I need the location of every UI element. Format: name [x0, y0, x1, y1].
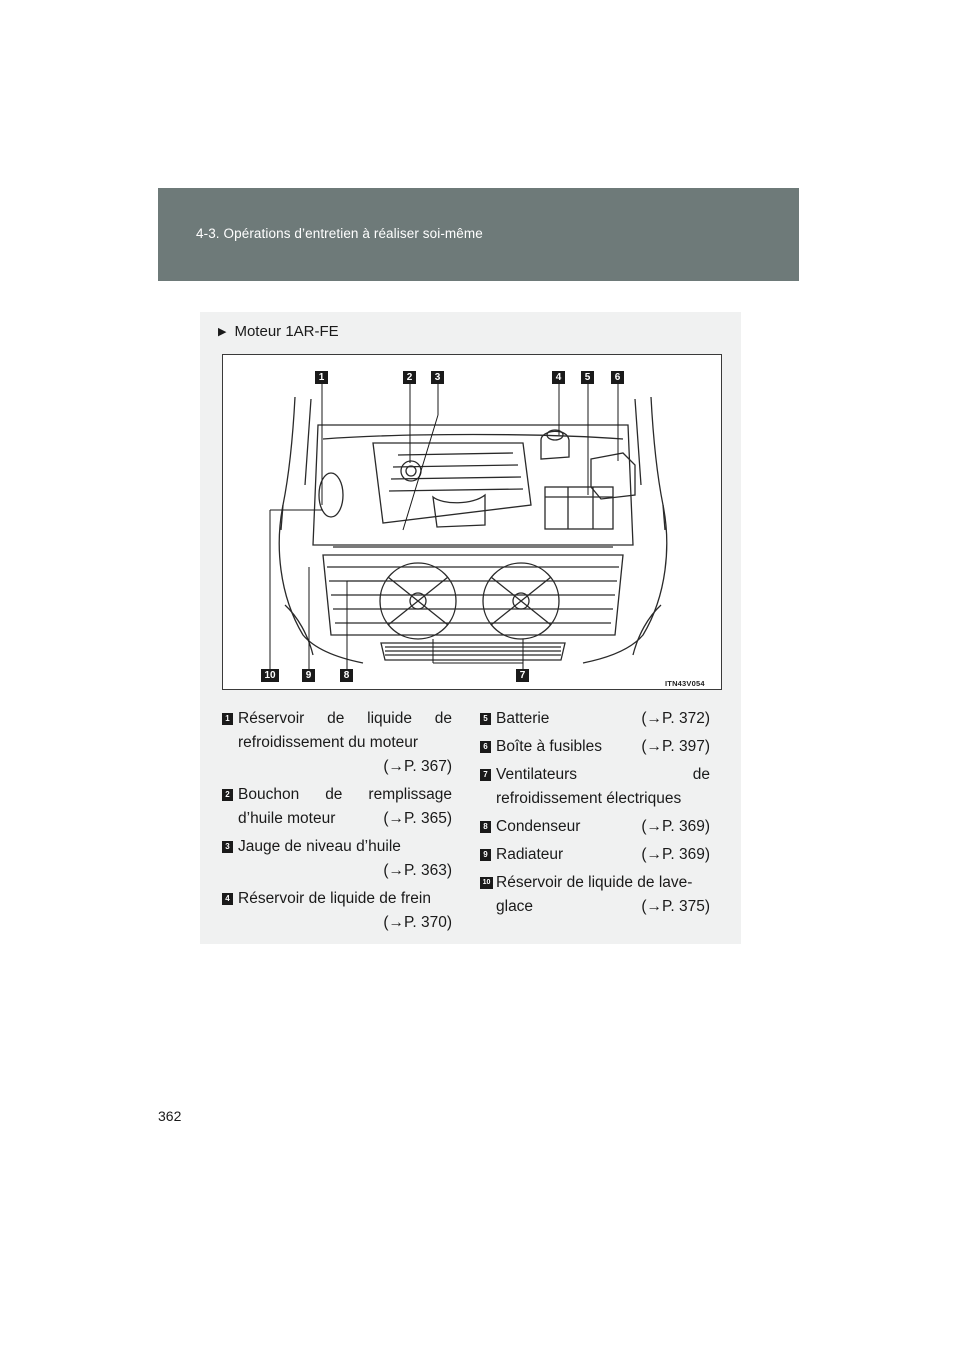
- callout-10: 10: [261, 669, 279, 682]
- page-reference: (→P. 363): [383, 862, 452, 879]
- callout-5: 5: [581, 371, 594, 384]
- legend-text: refroidissement du moteur: [238, 734, 419, 751]
- chapter-title: 4-3. Opérations d’entretien à réaliser soi-même: [196, 226, 483, 241]
- callout-4: 4: [552, 371, 565, 384]
- section-heading-text: Moteur 1AR-FE: [234, 323, 339, 340]
- callout-9: 9: [302, 669, 315, 682]
- legend-badge: 7: [480, 769, 491, 781]
- figure-code: ITN43V054: [665, 679, 705, 688]
- page-reference: (→P. 372): [641, 710, 710, 727]
- legend-item-8: [480, 815, 710, 839]
- triangle-marker-icon: ▶: [218, 326, 227, 338]
- legend-badge: 6: [480, 741, 491, 753]
- legend-item-6: [480, 735, 710, 759]
- section-heading: [218, 323, 339, 340]
- legend-item-4: [222, 887, 452, 935]
- page-reference: (→P. 365): [383, 810, 452, 827]
- legend-badge: 5: [480, 713, 491, 725]
- page-reference: (→P. 397): [641, 738, 710, 755]
- legend-text: Réservoir de liquide de lave-: [496, 874, 693, 891]
- legend-badge: 9: [480, 849, 491, 861]
- legend-badge: 3: [222, 841, 233, 853]
- legend-badge: 8: [480, 821, 491, 833]
- legend-item-2: [222, 783, 452, 831]
- legend-badge: 2: [222, 789, 233, 801]
- callout-3: 3: [431, 371, 444, 384]
- engine-drawing: [223, 355, 722, 690]
- legend-left: [222, 707, 452, 939]
- legend-text: Réservoir de liquide de frein: [238, 890, 431, 907]
- content-panel: [200, 312, 741, 944]
- callout-1: 1: [315, 371, 328, 384]
- legend-text: refroidissement électriques: [496, 790, 682, 807]
- legend-badge: 10: [480, 877, 493, 889]
- legend-item-1: [222, 707, 452, 779]
- callout-2: 2: [403, 371, 416, 384]
- legend-text: Batterie: [496, 710, 550, 727]
- legend-text: Réservoir de liquide de: [238, 710, 452, 727]
- legend-badge: 1: [222, 713, 233, 725]
- legend-text: Boîte à fusibles: [496, 738, 602, 755]
- page-number: 362: [158, 1108, 182, 1124]
- page-reference: (→P. 369): [641, 818, 710, 835]
- page-reference: (→P. 375): [641, 898, 710, 915]
- page-reference: (→P. 370): [383, 914, 452, 931]
- legend-right: [480, 707, 710, 923]
- legend-item-5: [480, 707, 710, 731]
- legend-item-3: [222, 835, 452, 883]
- callout-6: 6: [611, 371, 624, 384]
- legend-text: Jauge de niveau d’huile: [238, 838, 401, 855]
- callout-8: 8: [340, 669, 353, 682]
- page-reference: (→P. 367): [383, 758, 452, 775]
- legend-text: Ventilateurs de: [496, 766, 710, 783]
- legend-item-10: [480, 871, 710, 919]
- legend-text: Radiateur: [496, 846, 564, 863]
- page-reference: (→P. 369): [641, 846, 710, 863]
- chapter-header: [158, 188, 799, 281]
- legend-badge: 4: [222, 893, 233, 905]
- legend-text: glace: [496, 898, 534, 915]
- engine-illustration: [222, 354, 722, 690]
- legend-text: Bouchon de remplissage: [238, 786, 452, 803]
- legend-item-9: [480, 843, 710, 867]
- legend-text: d’huile moteur: [238, 810, 336, 827]
- legend-text: Condenseur: [496, 818, 581, 835]
- legend-item-7: [480, 763, 710, 811]
- callout-7: 7: [516, 669, 529, 682]
